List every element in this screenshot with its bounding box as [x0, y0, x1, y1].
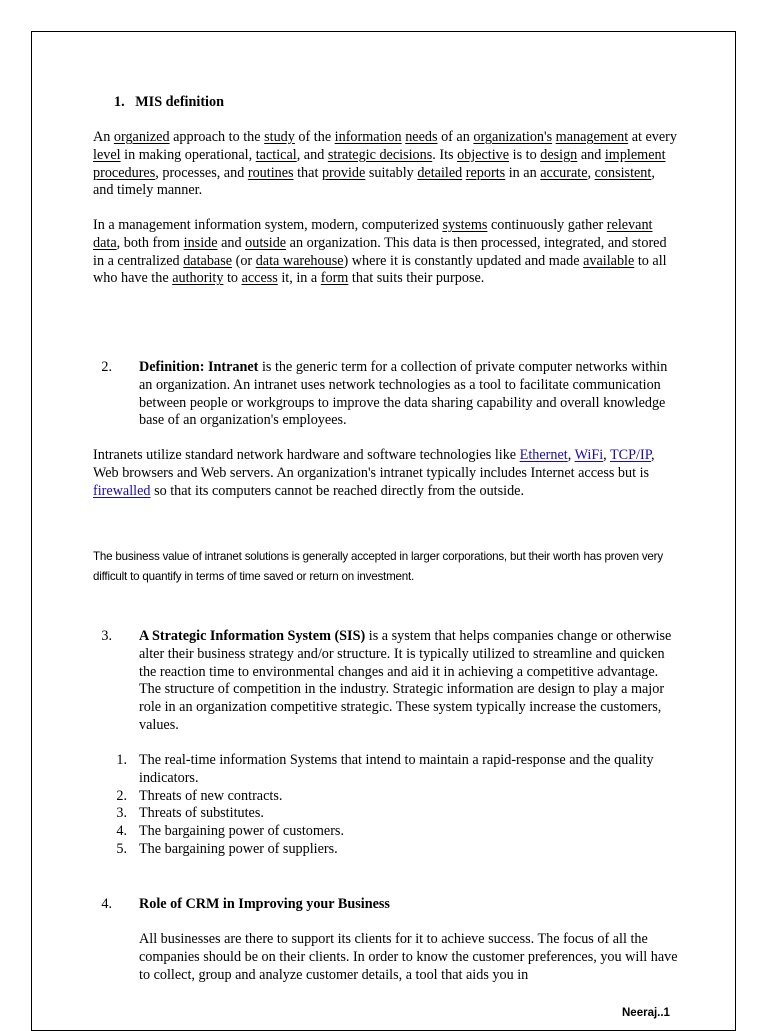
link-ethernet[interactable]: Ethernet [519, 447, 568, 463]
link-organized[interactable]: organized [113, 129, 170, 145]
link-available[interactable]: available [583, 252, 635, 269]
link-consistent[interactable]: consistent [594, 164, 652, 181]
link-study[interactable]: study [264, 129, 295, 145]
link-information[interactable]: information [334, 129, 402, 145]
link-reports[interactable]: reports [465, 164, 506, 181]
mis-system-paragraph: In a management information system, modern, computerized systems continuously gather relevant data, both from inside and outside an organization. This data is then processed, integrated, and stored in a centralized database (or data warehouse) where it is constantly updated and made available to all who have the authority to access it, in a form that suits their purpose. [93, 217, 667, 287]
mis-definition-paragraph: An organized approach to the study of the information needs of an organization's management at every level in making operational, tactical, and strategic decisions. Its objective is to design and implement procedures, processes, and routines that provide suitably detailed reports in an accurate, consistent, and timely manner. [93, 129, 677, 199]
sis-lead: A Strategic Information System (SIS) [139, 628, 366, 644]
list-item: 2. Threats of new contracts. [116, 787, 283, 804]
list-item: 1. The real-time information Systems that intend to maintain a rapid-response and the quality indicators. [116, 752, 654, 786]
section-2-number: 2. [101, 359, 112, 375]
sis-definition: A Strategic Information System (SIS) is a system that helps companies change or otherwise alter their business strategy and/or structure. It is typically utilized to streamline and quicken the reaction time to environmental changes and aid it in achieving a competitive advantage. The structure of competition in the industry. Strategic information are design to play a major role in an organization competitive strategic. These system typically increase the customers, values. [139, 628, 672, 733]
link-strategic-decisions[interactable]: strategic decisions [327, 146, 433, 163]
link-systems[interactable]: systems [442, 217, 488, 233]
link-provide[interactable]: provide [321, 164, 366, 181]
intranet-definition: Definition: Intranet is the generic term for a collection of private computer networks within an organization. An intranet uses network technologies as a tool to facilitate communication between people or workgroups to improve the data sharing capability and overall knowledge base of an organization's employees. [139, 359, 668, 429]
link-data[interactable]: data [93, 234, 117, 251]
link-needs[interactable]: needs [405, 129, 438, 145]
link-management[interactable]: management [555, 129, 629, 145]
section-1-heading [114, 94, 224, 112]
list-item: 5. The bargaining power of suppliers. [116, 840, 338, 857]
link-authority[interactable]: authority [172, 270, 224, 287]
link-objective[interactable]: objective [457, 146, 510, 163]
crm-paragraph: All businesses are there to support its clients for it to achieve success. The focus of all the companies should be on their clients. In order to know the customer preferences, you will have to collect, group and analyze customer details, a tool that aids you in [139, 931, 678, 983]
section-1-number: 1. [114, 94, 125, 110]
link-data-warehouse[interactable]: data warehouse [255, 252, 344, 269]
link-routines[interactable]: routines [247, 164, 294, 181]
section-3-number: 3. [101, 628, 112, 644]
link-wifi[interactable]: WiFi [574, 447, 604, 463]
link-organizations[interactable]: organization's [473, 129, 553, 145]
link-implement[interactable]: implement [604, 146, 666, 163]
link-detailed[interactable]: detailed [417, 164, 463, 181]
section-4-number: 4. [101, 896, 112, 912]
link-inside[interactable]: inside [183, 234, 218, 251]
section-4-heading: Role of CRM in Improving your Business [139, 896, 390, 912]
link-level[interactable]: level [93, 146, 121, 163]
link-access[interactable]: access [241, 270, 278, 287]
list-item: 3. Threats of substitutes. [116, 805, 264, 822]
section-1-title: MIS definition [135, 94, 224, 110]
intranet-lead: Definition: Intranet [139, 359, 259, 375]
page-footer: Neeraj..1 [622, 1007, 670, 1019]
sis-list [93, 752, 681, 859]
intranet-technologies-paragraph: Intranets utilize standard network hardware and software technologies like Ethernet, WiFi, TCP/IP, Web browsers and Web servers. An organization's intranet typically includes Internet access but is firewalled so that its computers cannot be reached directly from the outside. [93, 447, 655, 499]
link-firewalled[interactable]: firewalled [93, 482, 151, 499]
intranet-business-value-note: The business value of intranet solutions is generally accepted in larger corporations, but their worth has proven very difficult to quantify in terms of time saved or return on investment. [93, 549, 663, 583]
document-page [31, 31, 736, 1031]
link-outside[interactable]: outside [245, 234, 287, 251]
link-procedures[interactable]: procedures [93, 164, 156, 181]
link-accurate[interactable]: accurate [540, 164, 588, 181]
link-relevant[interactable]: relevant [606, 217, 653, 233]
link-tactical[interactable]: tactical [255, 146, 297, 163]
list-item: 4. The bargaining power of customers. [116, 823, 345, 840]
link-tcp-ip[interactable]: TCP/IP [610, 447, 652, 463]
link-database[interactable]: database [183, 252, 233, 269]
link-design[interactable]: design [540, 146, 578, 163]
link-form[interactable]: form [320, 270, 349, 287]
